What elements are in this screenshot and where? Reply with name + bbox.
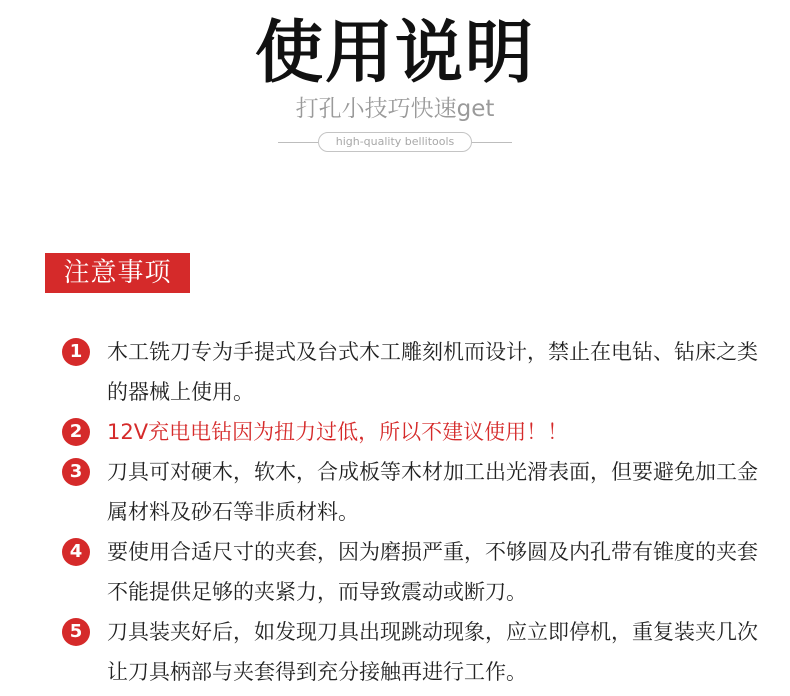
- list-item: [62, 332, 762, 412]
- list-item: [62, 412, 762, 452]
- page-subtitle: 打孔小技巧快速get: [295, 96, 495, 122]
- number-badge: 1: [62, 338, 90, 366]
- page-title: 使用说明: [254, 14, 535, 93]
- tagline-divider-right: [472, 142, 512, 143]
- tagline-pill: high-quality bellitools: [318, 132, 472, 152]
- list-item: [62, 532, 762, 612]
- tagline-divider-left: [278, 142, 318, 143]
- list-item-text: 刀具可对硬木，软木，合成板等木材加工出光滑表面，但要避免加工金属材料及砂石等非质材料。: [107, 460, 758, 524]
- list-item-text: 要使用合适尺寸的夹套，因为磨损严重，不够圆及内孔带有锥度的夹套不能提供足够的夹紧力，而导致震动或断刀。: [107, 540, 758, 604]
- list-item-text: 木工铣刀专为手提式及台式木工雕刻机而设计，禁止在电钻、钻床之类的器械上使用。: [107, 340, 758, 404]
- number-badge: 4: [62, 538, 90, 566]
- list-item: [62, 612, 762, 692]
- tagline: [278, 132, 512, 154]
- number-badge: 3: [62, 458, 90, 486]
- list-item-text: 12V充电电钻因为扭力过低，所以不建议使用！！: [107, 420, 569, 444]
- number-badge: 5: [62, 618, 90, 646]
- list-item-text: 刀具装夹好后，如发现刀具出现跳动现象，应立即停机，重复装夹几次让刀具柄部与夹套得到充分接触再进行工作。: [107, 620, 758, 684]
- notice-heading: 注意事项: [45, 253, 190, 293]
- number-badge: 2: [62, 418, 90, 446]
- list-item: [62, 452, 762, 532]
- notice-list: [62, 332, 762, 692]
